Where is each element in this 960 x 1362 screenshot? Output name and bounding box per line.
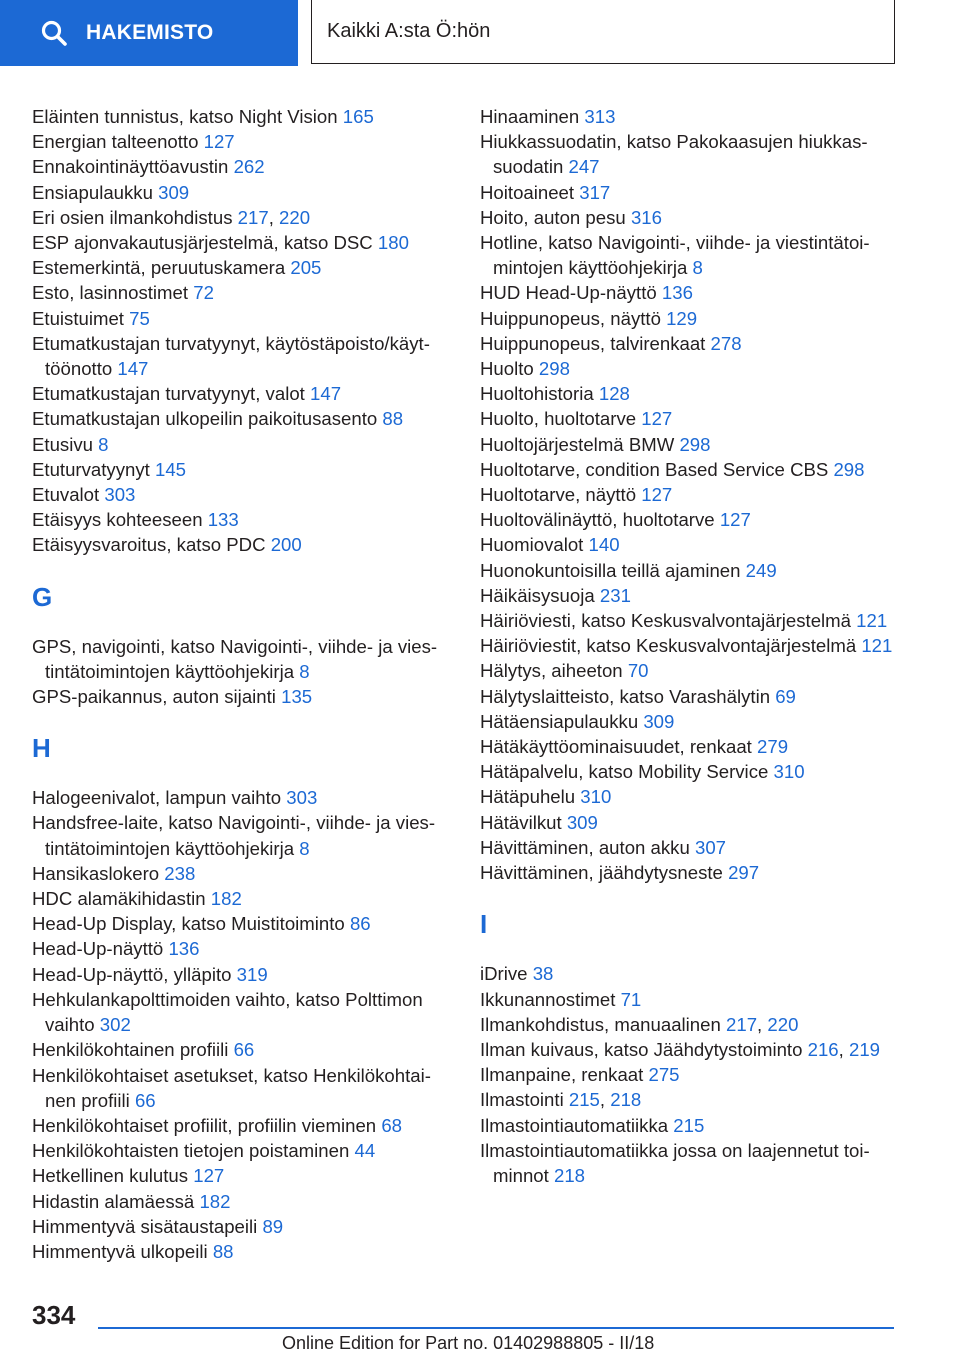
index-entry: [32, 255, 452, 280]
page-reference-link[interactable]: 165: [342, 106, 374, 127]
index-entry: [480, 810, 900, 835]
index-entry-text: Huoltohistoria: [480, 383, 594, 405]
index-entry-text: iDrive: [480, 963, 528, 985]
index-entry: [32, 1214, 452, 1239]
index-entry-text: Etäisyys kohteeseen: [32, 509, 203, 531]
index-tab[interactable]: [0, 0, 298, 66]
index-entry-text: ESP ajonvakautusjärjestelmä, katso DSC: [32, 232, 373, 254]
index-column-right: [480, 104, 900, 1188]
page-reference-link[interactable]: 309: [566, 811, 598, 833]
index-entry-text: Etumatkustajan turvatyynyt, käytöstäpoisto/käyttöönotto: [32, 332, 430, 380]
page-reference-link[interactable]: 279: [757, 736, 789, 758]
index-entry-text: Hävittäminen, auton akku: [480, 836, 690, 858]
index-entry: Ilmastointi 215, 218: [480, 1089, 642, 1111]
index-entry: [32, 1138, 452, 1163]
page-reference-link[interactable]: 309: [158, 181, 190, 203]
index-entry: [32, 911, 452, 936]
page-reference-link[interactable]: 218: [553, 1164, 586, 1186]
page-reference-link[interactable]: 307: [695, 836, 727, 858]
index-entry: [32, 306, 452, 331]
index-entry-text: Eri osien ilmankohdistus: [32, 206, 233, 228]
index-entry: [32, 507, 452, 532]
page-reference-link[interactable]: 127: [193, 1165, 225, 1187]
index-entry-text: Ilmastointi: [480, 1089, 564, 1111]
index-entry-text: Hälytys, aiheeton: [480, 660, 623, 682]
index-entry: [32, 1189, 452, 1214]
index-entry: [480, 104, 900, 129]
page-reference-link[interactable]: 298: [679, 433, 711, 455]
index-entry-text: Ilmanpaine, renkaat: [480, 1064, 644, 1086]
page-reference-link[interactable]: 182: [210, 888, 242, 910]
index-entry: [32, 532, 452, 557]
index-entry-text: Halogeenivalot, lampun vaihto: [32, 787, 282, 809]
index-entry-text: Henkilökohtainen profiili: [32, 1039, 229, 1061]
page-reference-link[interactable]: 313: [584, 106, 616, 127]
page-reference-link[interactable]: 145: [154, 458, 187, 480]
index-entry: Eri osien ilmankohdistus 217, 220: [32, 206, 311, 228]
index-entry-text: Hätäpuhelu: [480, 786, 576, 808]
index-entry-text: Huoltojärjestelmä BMW: [480, 433, 675, 455]
index-entry-text: Hätäensiapulaukku: [480, 710, 639, 732]
index-entry: [480, 784, 900, 809]
index-entry-text: HDC alamäkihidastin: [32, 888, 206, 910]
index-entry-text: Etumatkustajan ulkopeilin paikoitusasento: [32, 408, 378, 430]
page-reference-link[interactable]: 66: [233, 1039, 255, 1061]
index-entry-text: Huippunopeus, näyttö: [480, 307, 661, 329]
index-entry-text: Hotline, katso Navigointi-, viihde- ja viestintätoimintojen käyttöohjekirja: [480, 232, 870, 279]
page-reference-link[interactable]: 136: [661, 282, 693, 304]
index-entry-text: Ilmastointiautomatiikka jossa on laajennetut toiminnot: [480, 1139, 870, 1186]
index-entry: [32, 1063, 452, 1113]
index-entry-text: Handsfree-laite, katso Navigointi-, viihde- ja viestintätoimintojen käyttöohjekirja: [32, 812, 436, 859]
index-entry-text: Himmentyvä ulkopeili: [32, 1240, 208, 1262]
page-reference-link[interactable]: 317: [579, 181, 611, 203]
page-reference-link[interactable]: 310: [580, 786, 612, 808]
page-reference-link[interactable]: 275: [648, 1064, 680, 1086]
index-entry-text: Huoltotarve, condition Based Service CBS: [480, 458, 829, 480]
index-entry-text: Etuistuimet: [32, 307, 124, 329]
page-reference-link[interactable]: 220: [279, 206, 311, 228]
index-entry-text: Etuvalot: [32, 484, 100, 506]
index-entry: [480, 230, 900, 280]
index-entry-text: Hinaaminen: [480, 106, 580, 127]
page-reference-link[interactable]: 38: [532, 963, 554, 985]
index-entry: [480, 507, 900, 532]
index-entry-text: Head-Up-näyttö: [32, 938, 164, 960]
footer-edition-text: Online Edition for Part no. 01402988805 - II/18: [282, 1333, 655, 1353]
index-entry-text: Energian talteenotto: [32, 131, 199, 153]
index-letter-heading: I: [480, 909, 488, 940]
page-reference-link[interactable]: 205: [290, 257, 322, 279]
page-reference-link[interactable]: 217: [237, 206, 269, 228]
page-reference-link[interactable]: 215: [673, 1114, 705, 1136]
index-entry-text: Häikäisysuoja: [480, 584, 595, 606]
page-reference-link[interactable]: 8: [299, 837, 310, 859]
page-reference-link[interactable]: 88: [212, 1240, 234, 1262]
page-reference-link[interactable]: 147: [117, 358, 149, 380]
index-entry: [480, 835, 900, 860]
index-entry-text: Hehkulankapolttimoiden vaihto, katso Polttimon vaihto: [32, 988, 423, 1036]
page-reference-link[interactable]: 302: [99, 1014, 131, 1036]
index-entry-text: Ilmastointiautomatiikka: [480, 1114, 669, 1136]
page-reference-link[interactable]: 303: [104, 484, 136, 506]
page-reference-link[interactable]: 262: [233, 156, 265, 178]
index-entry-text: Henkilökohtaisten tietojen poistaminen: [32, 1140, 350, 1162]
page-number: 334: [32, 1300, 76, 1330]
index-entry-text: Hätäkäyttöominaisuudet, renkaat: [480, 736, 752, 758]
page-reference-link[interactable]: 180: [377, 232, 409, 254]
index-entry: [480, 759, 900, 784]
index-entry-text: Etäisyysvaroitus, katso PDC: [32, 534, 266, 556]
page-reference-link[interactable]: 238: [164, 862, 196, 884]
page-reference-link[interactable]: 8: [98, 433, 109, 455]
index-entry: [32, 1239, 452, 1264]
page-reference-link[interactable]: 44: [354, 1140, 376, 1162]
index-entry: [480, 432, 900, 457]
page-reference-link[interactable]: 298: [833, 458, 865, 480]
index-entry: [32, 331, 452, 381]
page-reference-link[interactable]: 68: [381, 1114, 402, 1136]
index-entry: [480, 1138, 900, 1188]
index-entry-text: HUD Head-Up-näyttö: [480, 282, 657, 304]
index-entry: [32, 381, 452, 406]
index-entry-text: Hidastin alamäessä: [32, 1190, 195, 1212]
index-letter-heading: G: [32, 581, 53, 612]
page-reference-link[interactable]: 71: [620, 988, 642, 1010]
page-reference-link[interactable]: 215: [568, 1089, 600, 1111]
index-entry: [32, 861, 452, 886]
section-title: [311, 0, 895, 64]
index-entry-text: Henkilökohtaiset asetukset, katso Henkilökohtainen profiili: [32, 1064, 431, 1111]
index-entry: Ilman kuivaus, katso Jäähdytystoiminto 216, 219: [480, 1038, 881, 1060]
page-reference-link[interactable]: 72: [193, 282, 214, 304]
page-reference-link[interactable]: 89: [262, 1215, 284, 1237]
index-entry: [32, 432, 452, 457]
page-reference-link[interactable]: 136: [168, 938, 200, 960]
page-reference-link[interactable]: 135: [281, 686, 313, 708]
index-entry: [32, 1113, 452, 1138]
page-reference-link[interactable]: 309: [643, 710, 675, 732]
index-entry: [480, 734, 900, 759]
index-entry: [480, 583, 900, 608]
page-reference-link[interactable]: 303: [286, 787, 318, 809]
index-entry: [32, 154, 452, 179]
index-entry: [480, 633, 900, 658]
footer-divider: [98, 1327, 894, 1329]
page-reference-link[interactable]: 278: [710, 332, 742, 354]
page-reference-link[interactable]: 69: [775, 685, 796, 707]
page-reference-link[interactable]: 249: [745, 559, 777, 581]
page-reference-link[interactable]: 147: [310, 383, 342, 405]
index-entry: [480, 961, 900, 986]
page-reference-link[interactable]: 127: [641, 484, 673, 506]
page-reference-link[interactable]: 231: [599, 584, 631, 606]
index-entry-text: Hävittäminen, jäähdytysneste: [480, 862, 723, 884]
index-entry-text: Ilmankohdistus, manuaalinen: [480, 1013, 721, 1035]
index-entry-text: Häiriöviestit, katso Keskusvalvontajärjestelmä: [480, 635, 857, 657]
page-reference-link[interactable]: 127: [641, 408, 673, 430]
index-entry-text: Estemerkintä, peruutuskamera: [32, 257, 286, 279]
index-entry-text: Himmentyvä sisätaustapeili: [32, 1215, 258, 1237]
index-entry-text: Häiriöviesti, katso Keskusvalvontajärjestelmä: [480, 610, 851, 632]
page-reference-link[interactable]: 8: [299, 660, 310, 682]
index-entry-text: Ikkunannostimet: [480, 988, 616, 1010]
index-entry: [480, 180, 900, 205]
index-entry: [480, 1062, 900, 1087]
page-reference-link[interactable]: 8: [692, 257, 703, 279]
index-entry-text: Ensiapulaukku: [32, 181, 153, 203]
page-reference-link[interactable]: 216: [807, 1038, 839, 1060]
page-reference-link[interactable]: 121: [856, 610, 888, 632]
index-entry: [32, 280, 452, 305]
index-entry-text: Etuturvatyynyt: [32, 458, 150, 480]
page-reference-link[interactable]: 218: [610, 1089, 642, 1111]
index-tab-label: HAKEMISTO: [86, 21, 214, 44]
index-column-left: [32, 104, 452, 1264]
index-entry: [480, 860, 900, 885]
page-reference-link[interactable]: 297: [728, 862, 760, 884]
index-entry: [32, 406, 452, 431]
index-entry: [480, 457, 900, 482]
page-reference-link[interactable]: 127: [719, 509, 751, 531]
index-entry: [480, 987, 900, 1012]
index-entry: [32, 987, 452, 1037]
index-entry-text: Huolto: [480, 358, 534, 380]
page-reference-link[interactable]: 219: [849, 1038, 881, 1060]
page-reference-link[interactable]: 247: [568, 156, 600, 178]
page-reference-link[interactable]: 220: [767, 1013, 799, 1035]
index-entry: [480, 658, 900, 683]
index-entry-text: Eläinten tunnistus, katso Night Vision: [32, 106, 338, 127]
index-entry-text: Head-Up Display, katso Muistitoiminto: [32, 913, 345, 935]
index-entry: [480, 406, 900, 431]
index-entry: [32, 129, 452, 154]
page-reference-link[interactable]: 88: [382, 408, 404, 430]
index-letter-heading: H: [32, 733, 51, 764]
index-entry-text: GPS-paikannus, auton sijainti: [32, 686, 276, 708]
page-reference-link[interactable]: 217: [726, 1013, 758, 1035]
index-entry: [32, 482, 452, 507]
section-title-text: Kaikki A:sta Ö:hön: [327, 20, 491, 42]
index-entry: [480, 356, 900, 381]
page-reference-link[interactable]: 298: [538, 358, 570, 380]
index-entry-text: Hätäpalvelu, katso Mobility Service: [480, 761, 769, 783]
index-entry-text: Hiukkassuodatin, katso Pakokaasujen hiukkassuodatin: [480, 131, 868, 178]
index-entry: [32, 962, 452, 987]
page-reference-link[interactable]: 133: [207, 509, 239, 531]
index-entry: [32, 936, 452, 961]
index-entry-text: Henkilökohtaiset profiilit, profiilin vieminen: [32, 1114, 377, 1136]
page-reference-link[interactable]: 140: [588, 534, 620, 556]
index-entry: [480, 558, 900, 583]
index-entry-text: Huomiovalot: [480, 534, 584, 556]
index-entry: [32, 886, 452, 911]
index-entry-text: Ilman kuivaus, katso Jäähdytystoiminto: [480, 1038, 803, 1060]
index-entry-text: Esto, lasinnostimet: [32, 282, 189, 304]
index-entry-text: Hoito, auton pesu: [480, 206, 626, 228]
index-entry-text: Etumatkustajan turvatyynyt, valot: [32, 383, 305, 405]
index-entry: [32, 104, 452, 129]
index-entry: [32, 1037, 452, 1062]
page-reference-link[interactable]: 75: [129, 307, 150, 329]
index-entry: [480, 482, 900, 507]
index-entry: [32, 1163, 452, 1188]
index-entry-text: Huonokuntoisilla teillä ajaminen: [480, 559, 741, 581]
index-entry-text: Hälytyslaitteisto, katso Varashälytin: [480, 685, 771, 707]
index-entry-text: Hoitoaineet: [480, 181, 575, 203]
index-entry: [32, 810, 452, 860]
index-entry: [480, 306, 900, 331]
index-entry-text: Ennakointinäyttöavustin: [32, 156, 229, 178]
index-entry: [32, 785, 452, 810]
page-header: [0, 0, 960, 66]
page-reference-link[interactable]: 200: [270, 534, 302, 556]
index-entry-text: Etusivu: [32, 433, 93, 455]
index-entry: [480, 280, 900, 305]
search-icon: [40, 19, 86, 47]
index-entry: [32, 634, 452, 684]
index-entry-text: Hätävilkut: [480, 811, 562, 833]
index-entry-text: Hansikaslokero: [32, 862, 160, 884]
page-reference-link[interactable]: 86: [349, 913, 371, 935]
index-entry: [480, 331, 900, 356]
page-reference-link[interactable]: 66: [134, 1089, 156, 1111]
index-entry-text: Huolto, huoltotarve: [480, 408, 637, 430]
index-entry: [32, 457, 452, 482]
page-reference-link[interactable]: 316: [630, 206, 662, 228]
page-reference-link[interactable]: 182: [199, 1190, 231, 1212]
index-entry: [480, 381, 900, 406]
page-reference-link[interactable]: 127: [203, 131, 235, 153]
index-entry: Ilmankohdistus, manuaalinen 217, 220: [480, 1013, 799, 1035]
page-reference-link[interactable]: 310: [773, 761, 805, 783]
page-reference-link[interactable]: 128: [598, 383, 630, 405]
index-entry-text: Hetkellinen kulutus: [32, 1165, 189, 1187]
index-entry: [32, 684, 452, 709]
index-entry: [480, 709, 900, 734]
index-entry: [480, 532, 900, 557]
index-entry-text: Huippunopeus, talvirenkaat: [480, 332, 706, 354]
page-reference-link[interactable]: 129: [666, 307, 698, 329]
index-entry-text: Huoltovälinäyttö, huoltotarve: [480, 509, 715, 531]
index-entry: [480, 608, 900, 633]
page-reference-link[interactable]: 70: [627, 660, 649, 682]
page-reference-link[interactable]: 121: [861, 635, 893, 657]
index-entry: [32, 230, 452, 255]
index-entry-text: GPS, navigointi, katso Navigointi-, viihde- ja viestintätoimintojen käyttöohjekirja: [32, 635, 438, 682]
index-entry: [480, 129, 900, 179]
index-entry: [480, 684, 900, 709]
index-entry-text: Huoltotarve, näyttö: [480, 484, 637, 506]
index-entry: [480, 1113, 900, 1138]
index-entry: [32, 180, 452, 205]
index-entry: [480, 205, 900, 230]
page-reference-link[interactable]: 319: [236, 963, 268, 985]
index-entry-text: Head-Up-näyttö, ylläpito: [32, 963, 232, 985]
